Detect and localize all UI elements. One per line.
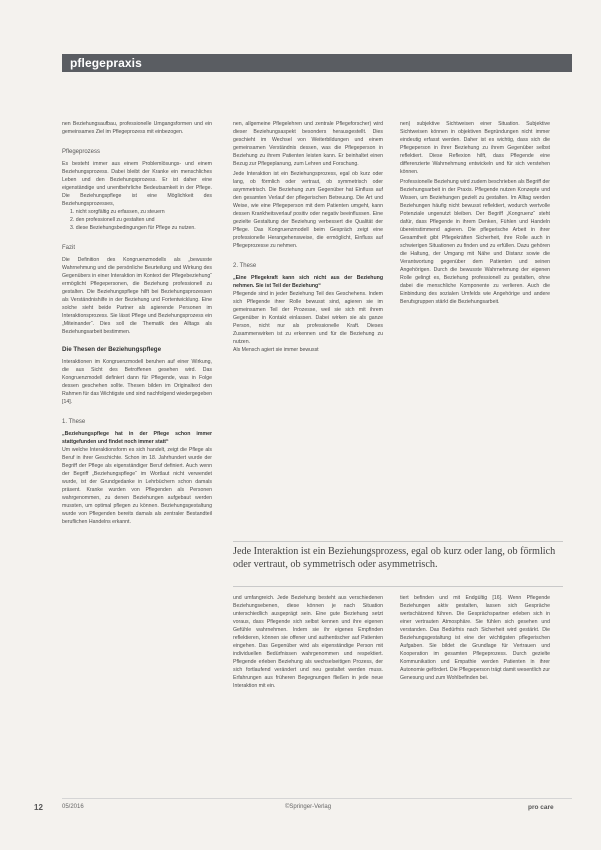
subheading-fazit: Fazit (62, 245, 76, 251)
section-title: pflegepraxis (70, 56, 142, 70)
list-item: 2. den professionell zu gestalten und (70, 217, 155, 223)
paragraph: Als Mensch agiert sie immer bewusst (233, 347, 319, 353)
issue-date: 05/2016 (62, 804, 84, 810)
heading-thesen: Die Thesen der Beziehungspflege (62, 346, 162, 353)
publisher: ©Springer-Verlag (285, 804, 332, 810)
pull-quote: Jede Interaktion ist ein Beziehungsprozess, egal ob kurz oder lang, ob förmlich oder vertraut, ob symmetrisch oder asymmetrisch. (233, 546, 556, 570)
numbered-list (62, 208, 212, 232)
column-2 (233, 120, 383, 354)
footer-rule (62, 798, 572, 799)
subheading-pflegeprozess: Pflegeprozess (62, 149, 101, 155)
thesis-statement-1: „Beziehungspflege hat in der Pflege schon immer stattgefunden und findet noch immer statt“ (62, 431, 212, 445)
column-2-bottom (233, 594, 383, 690)
paragraph: Um welche Interaktionsform es sich handelt, zeigt die Pflege als Beruf in ihrer Geschichte. Schon im 18. Jahrhundert wurde der Begriff der Pflege als eigenständiger Beruf definiert. Auch wenn der Begriff „Beziehungspflege“ im Wortlaut nicht verwendet wurde, ist der Grundgedanke in Lehrbüchern schon damals präsent. Kranke wurden von Pflegenden als Personen wahrgenommen, zu denen Beziehungen aufgebaut werden mussten, um optimal pflegen zu können. Beziehungsgestaltung wurde von Pflegenden bereits damals als zentraler Bestandteil beruflichen Handelns erkannt. (62, 447, 212, 525)
pullquote-rule-top (233, 541, 563, 542)
paragraph: und umfangreich. Jede Beziehung besteht aus verschiedenen Beziehungsebenen, diese können je nach Situation unterschiedlich ausgeprägt sein. Eine gute Beziehung setzt voraus, dass Pflegende sich selbst kennen und ihre eigenen Gefühle wahrnehmen. Indem sie ihr eigenes Empfinden reflektieren, können sie offener und authentischer auf Patienten eingehen. Das Gegenüber wird als eigenständige Person mit individuellen Bedürfnissen wahrgenommen und respektiert. Pflegende erleben Beziehung als wechselseitigen Prozess, der sich fortlaufend verändert und neu gestaltet werden muss. Erfahrungen aus früheren Begegnungen fließen in jede neue Interaktion mit ein. (233, 595, 383, 689)
paragraph: nen) subjektive Sichtweisen einer Situation. Subjektive Sichtweisen können in objektiven Begründungen nicht immer eindeutig erfasst werden. Daher ist es wichtig, dass sich die Pflegeperson in ihrer Beziehung zu ihrem Gegenüber selbst reflektiert. Diese Reflexion hilft, dass Pflegende eine differenzierte Wahrnehmung entwickeln und für sich verstehen können. (400, 121, 550, 175)
paragraph: nen, allgemeine Pflegelehren und zentrale Pflegeforscher) wird dieser Beziehungsaspekt besonders herausgestellt. Dies geschieht im Wechsel von Weiterbildungen und einem gemeinsamen Verständnis dessen, was die Pflegeperson in Beziehung zu ihrem Patienten leisten kann. Er beinhaltet einen Bezug zur Pflegeplanung, zum Lehren und Forschung. (233, 121, 383, 167)
page-number: 12 (34, 803, 43, 812)
column-1 (62, 120, 212, 526)
paragraph: tiert befinden und mit Endgültig [16]. Wenn Pflegende Beziehungen aktiv gestalten, lassen sich Gespräche wertschätzend führen. Die Gesprächspartner erleben sich in einer vertrauten Atmosphäre. Sie fühlen sich gesehen und verstanden. Das Bedürfnis nach Sicherheit wird gestärkt. Die Beziehungsgestaltung ist eine der wichtigsten pflegerischen Aufgaben. Sie bildet die Grundlage für Vertrauen und Kooperation im gesamten Pflegeprozess. Durch gezielte Kommunikation und Empathie werden Patienten in ihrer Autonomie gefördert. Die Pflegeperson trägt damit wesentlich zur Genesung und zum Wohlbefinden bei. (400, 595, 550, 681)
subheading-these-1: 1. These (62, 419, 86, 425)
paragraph: Pflegende sind in jeder Beziehung Teil des Geschehens. Indem sich Pflegende ihrer Rolle bewusst sind, agieren sie im gemeinsamen Teil der Prozesse, weil sie sich mit ihrem Gegenüber in Kontakt einlassen. Dabei wirken sie als ganze Person, nicht nur als professionelle Kraft. Dieses Zusammenwirken ist zu erkennen und für die Beziehung zu nutzen. (233, 291, 383, 345)
paragraph: Es besteht immer aus einem Problemlösungs- und einem Beziehungsprozess. Dabei bleibt der Kranke ein menschliches Leben und den Beziehungsprozess. Er ist daher eine eigenständige und unentbehrliche Bedeutsamkeit in der Pflege. Die Beziehungspflege ist eine Möglichkeit des Beziehungsprozesses, (62, 161, 212, 207)
thesis-statement-2: „Eine Pflegekraft kann sich nicht aus der Beziehung nehmen. Sie ist Teil der Beziehung“ (233, 275, 383, 289)
paragraph: Die Definition des Kongruenzmodells als „bewusste Wahrnehmung und die persönliche Beurteilung und Wirkung des Gegenübers in einer Interaktion im Kontext der Pflegebeziehung“ ermöglicht Pflegepersonen, die Beziehung professionell zu gestalten. Die Beziehungspflege hilft bei Beziehungsprozessen als Verständnishilfe in der Beziehung und Fortentwicklung. Eine solche sieht beide Partner als agierende Personen im Interaktionsprozess. Sie lässt Pflege und Beziehungsprozess ein „Miteinander“. Dies soll die Thematik des Alltags als Beziehungsarbeit bestimmen. (62, 257, 212, 335)
list-item: 1. nicht sorgfältig zu erfassen, zu steuern (70, 209, 165, 215)
pullquote-rule-bottom (233, 586, 563, 587)
column-3-bottom (400, 594, 550, 682)
subheading-these-2: 2. These (233, 263, 257, 269)
magazine-name: pro care (528, 804, 554, 811)
paragraph: Interaktionen im Kongruenzmodell beruhen auf einer Wirkung, die aus Sicht des Betroffenen gesehen wird. Das Kongruenzmodell definiert dann für Pflegende, was in Folge dessen geschehen sollte. Thesen bilden im Originaltext den Rahmen für das Wichtigste und sind nachfolgend wiedergegeben [14]. (62, 359, 212, 405)
list-item: 3. diese Beziehungsbedingungen für Pflege zu nutzen. (70, 225, 196, 231)
paragraph: Jede Interaktion ist ein Beziehungsprozess, egal ob kurz oder lang, ob förmlich oder vertraut, ob symmetrisch oder asymmetrisch. Die Beziehung zum Gegenüber hat Einfluss auf den gesamten Verlauf der pflegerischen Betreuung. Die Art und Weise, wie eine Pflegeperson mit dem Patienten umgeht, kann dessen Krankheitsverlauf positiv oder negativ beeinflussen. Eine gezielte Gestaltung der Beziehung verbessert die Qualität der Pflege. Das Kongruenzmodell beim Gespräch zeigt eine professionelle Herangehensweise, die ermöglicht, Einfluss auf Pflegeprozesse zu nehmen. (233, 171, 383, 249)
paragraph: Professionelle Beziehung wird zudem beschrieben als Begriff der Beziehungsarbeit in der Praxis. Pflegende nutzen Konzepte und Wissen, um Beziehungen gezielt zu gestalten. Im Alltag werden Beziehungen häufig nicht bewusst reflektiert, wodurch wertvolle Potenziale ungenutzt bleiben. Der Begriff „Kongruenz“ steht dafür, dass Pflegende in ihrem Denken, Fühlen und Handeln übereinstimmend agieren. Die pflegerische Arbeit in ihrer Gesamtheit gibt Pflegekräften Sicherheit, ihre Rolle auch in schwierigen Situationen zu finden und zu erfüllen. Dazu gehören die Haltung, der Umgang mit Nähe und Distanz sowie die Verantwortung gegenüber dem Patienten und seinen Angehörigen. Durch die bewusste Wahrnehmung der eigenen Rolle gelingt es, Beziehung professionell zu gestalten, ohne dabei die menschliche Komponente zu verlieren. Auch die Einbindung des sozialen Umfelds wie Angehörige und andere Berufsgruppen stärkt die Beziehungsarbeit. (400, 179, 550, 305)
column-3 (400, 120, 550, 306)
paragraph: nen Beziehungsaufbau, professionelle Umgangsformen und ein gemeinsames Ziel im Pflegeprozess mit einbezogen. (62, 121, 212, 135)
